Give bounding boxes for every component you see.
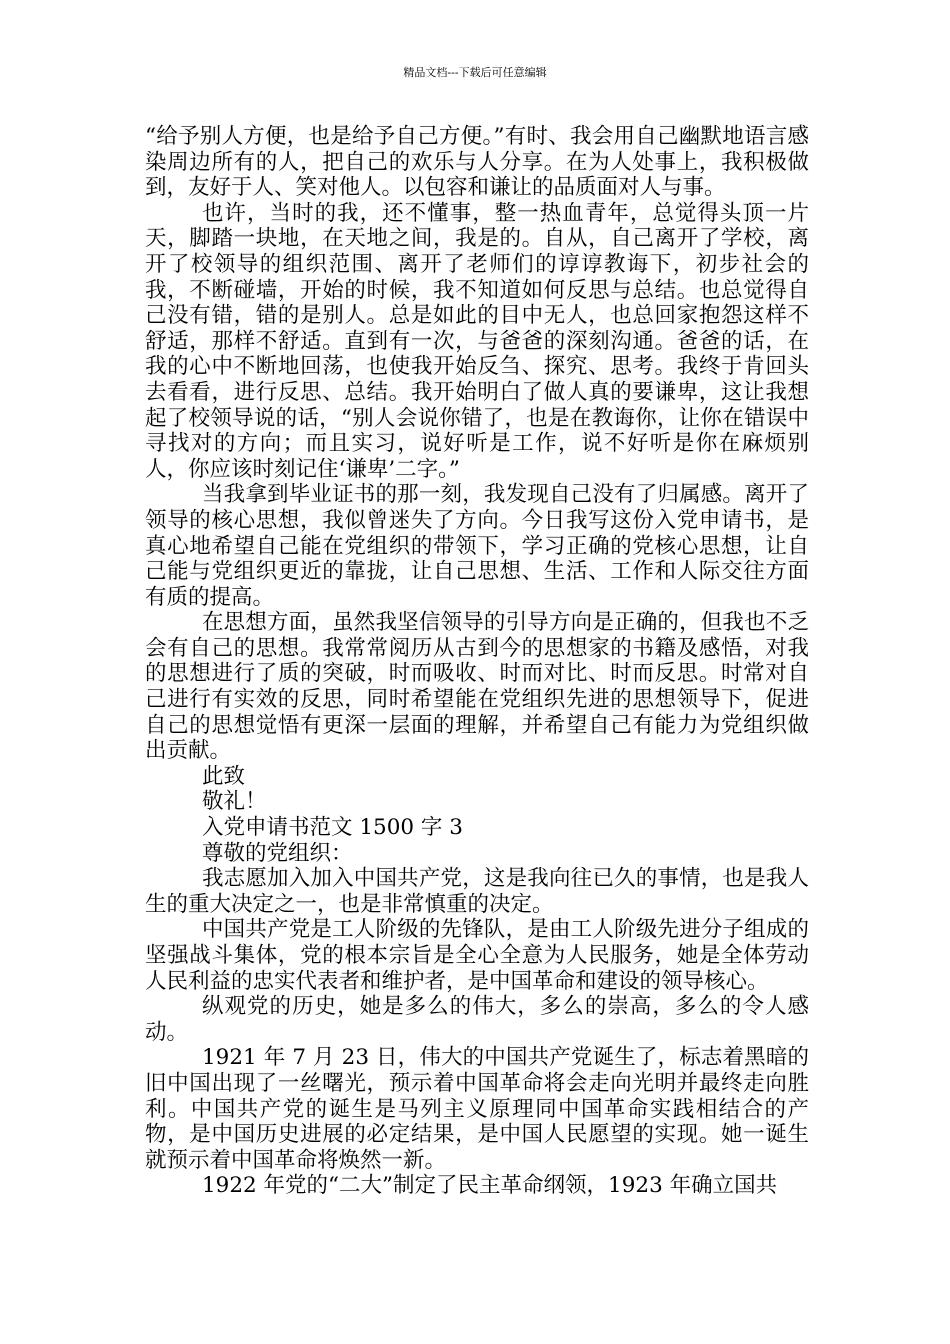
paragraph-5: 我志愿加入加入中国共产党，这是我向往已久的事情，也是我人生的重大决定之一，也是非常慎重的决定。 bbox=[145, 866, 809, 917]
paragraph-7: 纵观党的历史，她是多么的伟大，多么的崇高，多么的令人感动。 bbox=[145, 994, 809, 1045]
closing-regards: 敬礼！ bbox=[202, 789, 267, 815]
paragraph-3: 当我拿到毕业证书的那一刻，我发现自己没有了归属感。离开了领导的核心思想，我似曾迷失了方向。今日我写这份入党申请书，是真心地希望自己能在党组织的带领下，学习正确的党核心思想，让自己能与党组织更近的靠拢，让自己思想、生活、工作和人际交往方面有质的提高。 bbox=[145, 482, 809, 610]
paragraph-2: 也许，当时的我，还不懂事，整一热血青年，总觉得头顶一片天，脚踏一块地，在天地之间，我是的。自从，自己离开了学校，离开了校领导的组织范围、离开了老师们的谆谆教诲下，初步社会的我，不断碰墙，开始的时候，我不知道如何反思与总结。也总觉得自己没有错，错的是别人。总是如此的目中无人，也总回家抱怨这样不舒适，那样不舒适。直到有一次，与爸爸的深刻沟通。爸爸的话，在我的心中不断地回荡，也使我开始反刍、探究、思考。我终于肯回头去看看，进行反思、总结。我开始明白了做人真的要谦卑，这让我想起了校领导说的话，“别人会说你错了，也是在教诲你，让你在错误中寻找对的方向；而且实习，说好听是工作，说不好听是你在麻烦别人，你应该时刻记住‘谦卑’二字。” bbox=[145, 200, 809, 482]
paragraph-1: “给予别人方便，也是给予自己方便。”有时、我会用自己幽默地语言感染周边所有的人，把自己的欢乐与人分享。在为人处事上，我积极做到，友好于人、笑对他人。以包容和谦让的品质面对人与事。 bbox=[145, 124, 809, 201]
page-header: 精品文档---下载后可任意编辑 bbox=[403, 66, 547, 79]
section-title: 入党申请书范文 1500 字 3 bbox=[202, 815, 463, 841]
paragraph-4: 在思想方面，虽然我坚信领导的引导方向是正确的，但我也不乏会有自己的思想。我常常阅历从古到今的思想家的书籍及感悟，对我的思想进行了质的突破，时而吸收、时而对比、时而反思。时常对自己进行有实效的反思，同时希望能在党组织先进的思想领导下，促进自己的思想觉悟有更深一层面的理解，并希望自己有能力为党组织做出贡献。 bbox=[145, 610, 809, 764]
greeting: 尊敬的党组织： bbox=[202, 840, 353, 866]
paragraph-8: 1921 年 7 月 23 日，伟大的中国共产党诞生了，标志着黑暗的旧中国出现了一丝曙光，预示着中国革命将会走向光明并最终走向胜利。中国共产党的诞生是马列主义原理同中国革命实践相结合的产物，是中国历史进展的必定结果，是中国人民愿望的实现。她一诞生就预示着中国革命将焕然一新。 bbox=[145, 1045, 809, 1173]
closing-salutation: 此致 bbox=[202, 763, 246, 789]
paragraph-6: 中国共产党是工人阶级的先锋队，是由工人阶级先进分子组成的坚强战斗集体，党的根本宗旨是全心全意为人民服务，她是全体劳动人民利益的忠实代表者和维护者，是中国革命和建设的领导核心。 bbox=[145, 917, 809, 994]
body-text bbox=[145, 124, 809, 1199]
paragraph-9: 1922 年党的“二大”制定了民主革命纲领，1923 年确立国共 bbox=[202, 1173, 778, 1199]
